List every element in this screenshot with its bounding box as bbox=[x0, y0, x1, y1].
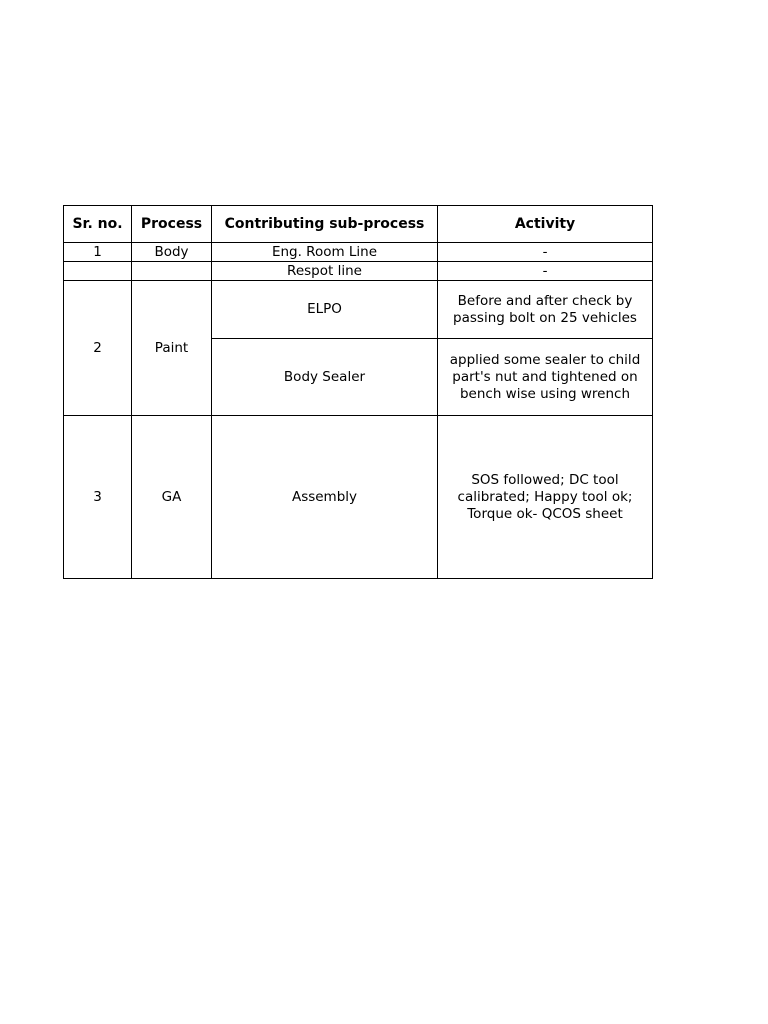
cell-sub-process: Assembly bbox=[212, 416, 438, 579]
cell-activity: - bbox=[438, 243, 653, 262]
cell-activity: applied some sealer to child part's nut and tightened on bench wise using wrench bbox=[438, 339, 653, 416]
cell-sub-process: Eng. Room Line bbox=[212, 243, 438, 262]
header-sr-no: Sr. no. bbox=[64, 206, 132, 243]
cell-process bbox=[132, 262, 212, 281]
table-header-row bbox=[64, 206, 653, 243]
cell-process: GA bbox=[132, 416, 212, 579]
cell-activity: Before and after check by passing bolt on 25 vehicles bbox=[438, 281, 653, 339]
table-row bbox=[64, 243, 653, 262]
header-process: Process bbox=[132, 206, 212, 243]
cell-sr-no: 2 bbox=[64, 281, 132, 416]
cell-sub-process: ELPO bbox=[212, 281, 438, 339]
cell-sr-no: 1 bbox=[64, 243, 132, 262]
cell-sub-process: Respot line bbox=[212, 262, 438, 281]
table-row bbox=[64, 281, 653, 339]
cell-process: Paint bbox=[132, 281, 212, 416]
process-activity-table bbox=[63, 205, 653, 579]
cell-sr-no: 3 bbox=[64, 416, 132, 579]
cell-activity: - bbox=[438, 262, 653, 281]
table-row bbox=[64, 416, 653, 579]
cell-process: Body bbox=[132, 243, 212, 262]
table-row bbox=[64, 262, 653, 281]
cell-activity: SOS followed; DC tool calibrated; Happy tool ok; Torque ok- QCOS sheet bbox=[438, 416, 653, 579]
cell-sr-no bbox=[64, 262, 132, 281]
cell-sub-process: Body Sealer bbox=[212, 339, 438, 416]
header-sub-process: Contributing sub-process bbox=[212, 206, 438, 243]
header-activity: Activity bbox=[438, 206, 653, 243]
